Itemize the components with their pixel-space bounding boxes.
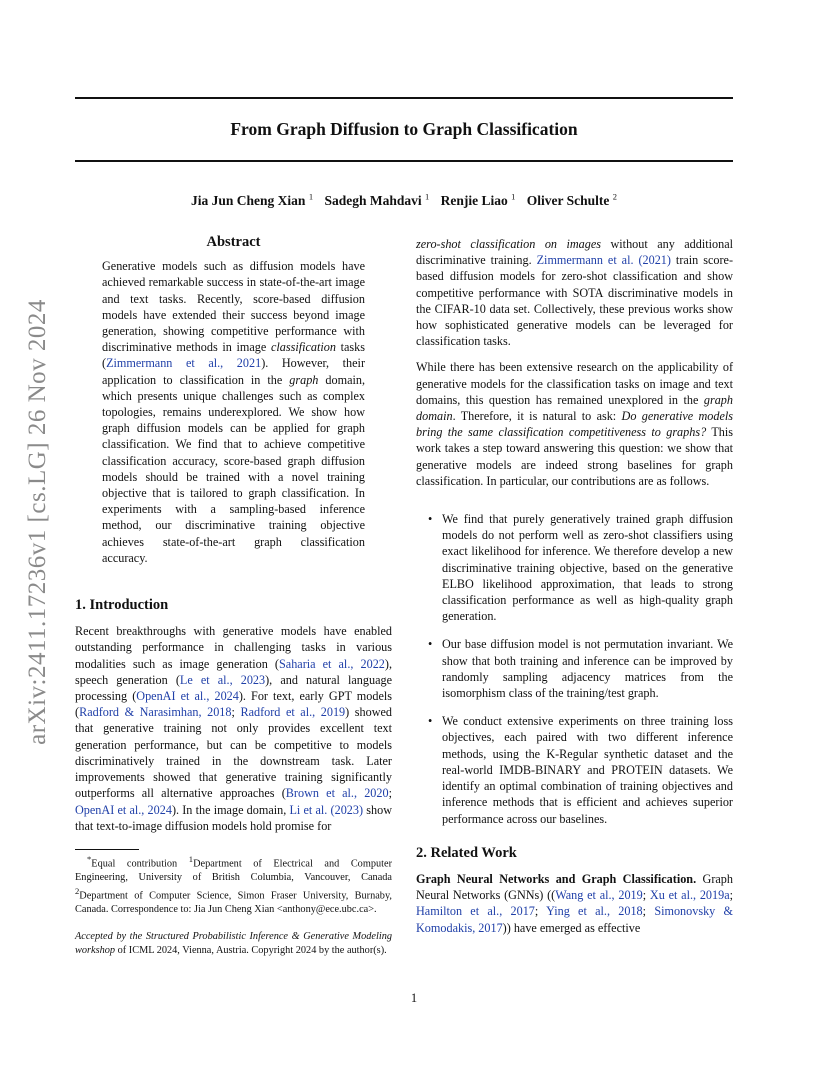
page-number: 1 (410, 991, 418, 1005)
footnote-affiliations: *Equal contribution $^1$Department of Electrical and Computer Engineering, University of British Columbia, Vancouver, Canada $^2$Department of Computer Science, Simon Fraser University, Burnaby, Canada. Correspondence to: Jia Jun Cheng Xian <anthony@ece.ubc.ca>. (75, 854, 392, 915)
author-name: Renjie Liao (440, 192, 508, 208)
author-1 (191, 193, 313, 208)
author-4 (527, 193, 617, 208)
footnote-rule (75, 849, 139, 850)
footnote-acceptance: Accepted by the Structured Probabilistic Inference & Generative Modeling workshop of ICML 2024, Vienna, Austria. Copyright 2024 by the author(s). (75, 931, 392, 956)
left-column (75, 234, 392, 834)
citation-link[interactable]: Zimmermann et al., 2021 (106, 356, 262, 371)
list-item: • We conduct extensive experiments on three training loss objectives, each paired with two different inference methods, using the K-Regular synthetic dataset and the real-world IMDB-BINARY and PROTEIN datasets. We identify an optimal combination of training objectives and inference methods that is efficient and achieves superior performance across our baselines. (428, 714, 733, 826)
arxiv-watermark: arXiv:2411.17236v1 [cs.LG] 26 Nov 2024 (24, 299, 51, 745)
citation-link[interactable]: Wang et al., 2019 (555, 888, 643, 903)
contributions-list (416, 511, 733, 827)
citation-link[interactable]: Simonovsky & Komodakis, 2017 (416, 904, 734, 935)
citation-link[interactable]: Brown et al., 2020 (285, 786, 389, 801)
citation-link[interactable]: Saharia et al., 2022 (279, 656, 385, 671)
abstract-text: Generative models such as diffusion models have achieved remarkable success in state-of-the-art image and text tasks. Recently, score-based diffusion models have extended their success beyond image generation, showing competitive performance with discriminative methods in image classification tasks (Zimmermann et al., 2021). However, their application to classification in the graph domain, which presents unique challenges such as complex topologies, remains underexplored. We show how graph diffusion models can be applied for graph classification. We find that to achieve competitive classification accuracy, score-based graph diffusion models should be trained with a novel training objective that is tailored to graph classification. In experiments with a sampling-based inference method, our discriminative training objective achieves state-of-the-art graph classification accuracy. (102, 259, 366, 565)
citation-link[interactable]: OpenAI et al., 2024 (75, 802, 172, 817)
right-column (416, 236, 733, 936)
citation-link[interactable]: Ying et al., 2018 (546, 904, 643, 919)
title-bottom-rule (75, 160, 733, 162)
affiliation-mark: 1 (308, 191, 314, 201)
citation-link[interactable]: Li et al. (2023) (289, 802, 364, 817)
related-work-paragraph: Graph Neural Networks and Graph Classification. Graph Neural Networks (GNNs) ((Wang et al., 2019; Xu et al., 2019a; Hamilton et al., 2017; Ying et al., 2018; Simonovsky & Komodakis, 2017)) have emerged as effective (416, 871, 734, 935)
author-3 (441, 193, 516, 208)
author-name: Sadegh Mahdavi (324, 192, 422, 208)
citation-link[interactable]: OpenAI et al., 2024 (136, 689, 239, 704)
section-heading-related-work: 2. Related Work (416, 844, 517, 861)
footnotes (75, 849, 392, 957)
citation-link[interactable]: Xu et al., 2019a (649, 888, 730, 903)
affiliation-mark: 2 (612, 191, 617, 201)
author-list (75, 191, 733, 209)
abstract-heading: Abstract (206, 234, 261, 250)
citation-link[interactable]: Le et al., 2023 (179, 672, 266, 687)
list-item: • Our base diffusion model is not permutation invariant. We show that both training and inference can be improved by randomly sampling adjacency matrices from the isomorphism class of the training/test graph. (428, 637, 733, 701)
citation-link[interactable]: Radford & Narasimhan, 2018 (79, 705, 232, 720)
author-name: Oliver Schulte (526, 192, 610, 208)
section-heading-introduction: 1. Introduction (75, 597, 169, 614)
affiliation-mark: 1 (511, 191, 516, 201)
intro-paragraph: Recent breakthroughs with generative models have enabled outstanding performance in challenging tasks in various modalities such as image generation (Saharia et al., 2022), speech generation (Le et al., 2023), and natural language processing (OpenAI et al., 2024). For text, early GPT models (Radford & Narasimhan, 2018; Radford et al., 2019) showed that generative training not only provides excellent text generation performance, but can be competitive to models discriminatively trained in the downstream task. Later improvements showed that generative training significantly outperforms all alternative approaches (Brown et al., 2020; OpenAI et al., 2024). In the image domain, Li et al. (2023) show that text-to-image diffusion models hold promise for (75, 624, 393, 833)
list-item: • We find that purely generatively trained graph diffusion models do not perform well as zero-shot classifiers using exact likelihood for inference. We therefore develop a new discriminative training objective, based on the generative ELBO likelihood approximation, that leads to strong classification performance as well as high-quality graph generation. (428, 512, 733, 624)
author-2 (324, 193, 429, 208)
bullet-icon: • (428, 512, 433, 527)
citation-link[interactable]: Radford et al., 2019 (240, 705, 346, 720)
author-name: Jia Jun Cheng Xian (191, 192, 306, 208)
citation-link[interactable]: Zimmermann et al. (2021) (536, 253, 671, 268)
bullet-icon: • (428, 714, 433, 729)
intro-paragraph-continued: zero-shot classification on images without any additional discriminative training. Zimmermann et al. (2021) train score-based diffusion models for zero-shot classification and show competitive performance with SOTA discriminative models in the CIFAR-10 data set. Collectively, these previous works show how sophisticated generative models can be leveraged for classification tasks. (416, 237, 734, 349)
top-rule (75, 97, 733, 99)
intro-paragraph-question: While there has been extensive research on the applicability of generative models for the classification tasks on image and text domains, this question has remained unexplored in the graph domain. Therefore, it is natural to ask: Do generative models bring the same classification competitiveness to graphs? This work takes a step toward answering this question: we show that generative models are indeed strong baselines for graph classification. In particular, our contributions are as follows. (416, 360, 734, 488)
citation-link[interactable]: Hamilton et al., 2017 (416, 904, 535, 919)
paper-title: From Graph Diffusion to Graph Classification (230, 119, 578, 139)
bullet-icon: • (428, 637, 433, 652)
affiliation-mark: 1 (424, 191, 430, 201)
